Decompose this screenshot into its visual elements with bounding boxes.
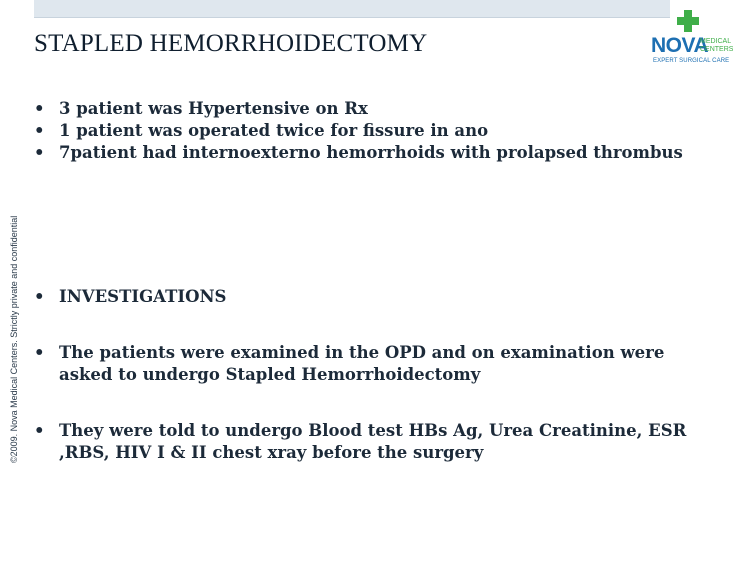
bullet-marker: • [34, 143, 45, 162]
bullet-text: 7patient had internoexterno hemorrhoids with prolapsed thrombus [59, 143, 683, 162]
bullet-text: INVESTIGATIONS [59, 287, 227, 306]
logo-subtitle [700, 38, 733, 54]
bullet-marker: • [34, 99, 45, 118]
logo-line-centers: CENTERS [700, 46, 733, 53]
bullet-item [34, 342, 694, 386]
bullet-item [34, 286, 694, 308]
bullet-item [34, 142, 694, 164]
bullet-text: The patients were examined in the OPD and on examination were asked to undergo Stapled Hemorrhoidectomy [59, 343, 665, 384]
bullet-item [34, 420, 694, 464]
copyright-notice: ©2009. Nova Medical Centers. Strictly private and confidential [9, 215, 19, 463]
bullet-item [34, 98, 694, 120]
logo-name: NOVA [651, 34, 709, 57]
medical-cross-icon [677, 10, 699, 32]
slide-title: STAPLED HEMORRHOIDECTOMY [34, 30, 428, 57]
bullet-item [34, 120, 694, 142]
bullet-text: 3 patient was Hypertensive on Rx [59, 99, 368, 118]
bullet-marker: • [34, 287, 45, 306]
bullet-marker: • [34, 421, 45, 440]
bullet-marker: • [34, 343, 45, 362]
logo-tagline: EXPERT SURGICAL CARE [653, 58, 730, 64]
bullet-text: They were told to undergo Blood test HBs Ag, Urea Creatinine, ESR ,RBS, HIV I & II chest xray before the surgery [59, 421, 687, 462]
bullet-text: 1 patient was operated twice for fissure in ano [59, 121, 489, 140]
bullet-marker: • [34, 121, 45, 140]
header-band [34, 0, 670, 18]
logo-line-medical: MEDICAL [700, 38, 732, 45]
nova-logo [650, 10, 733, 72]
